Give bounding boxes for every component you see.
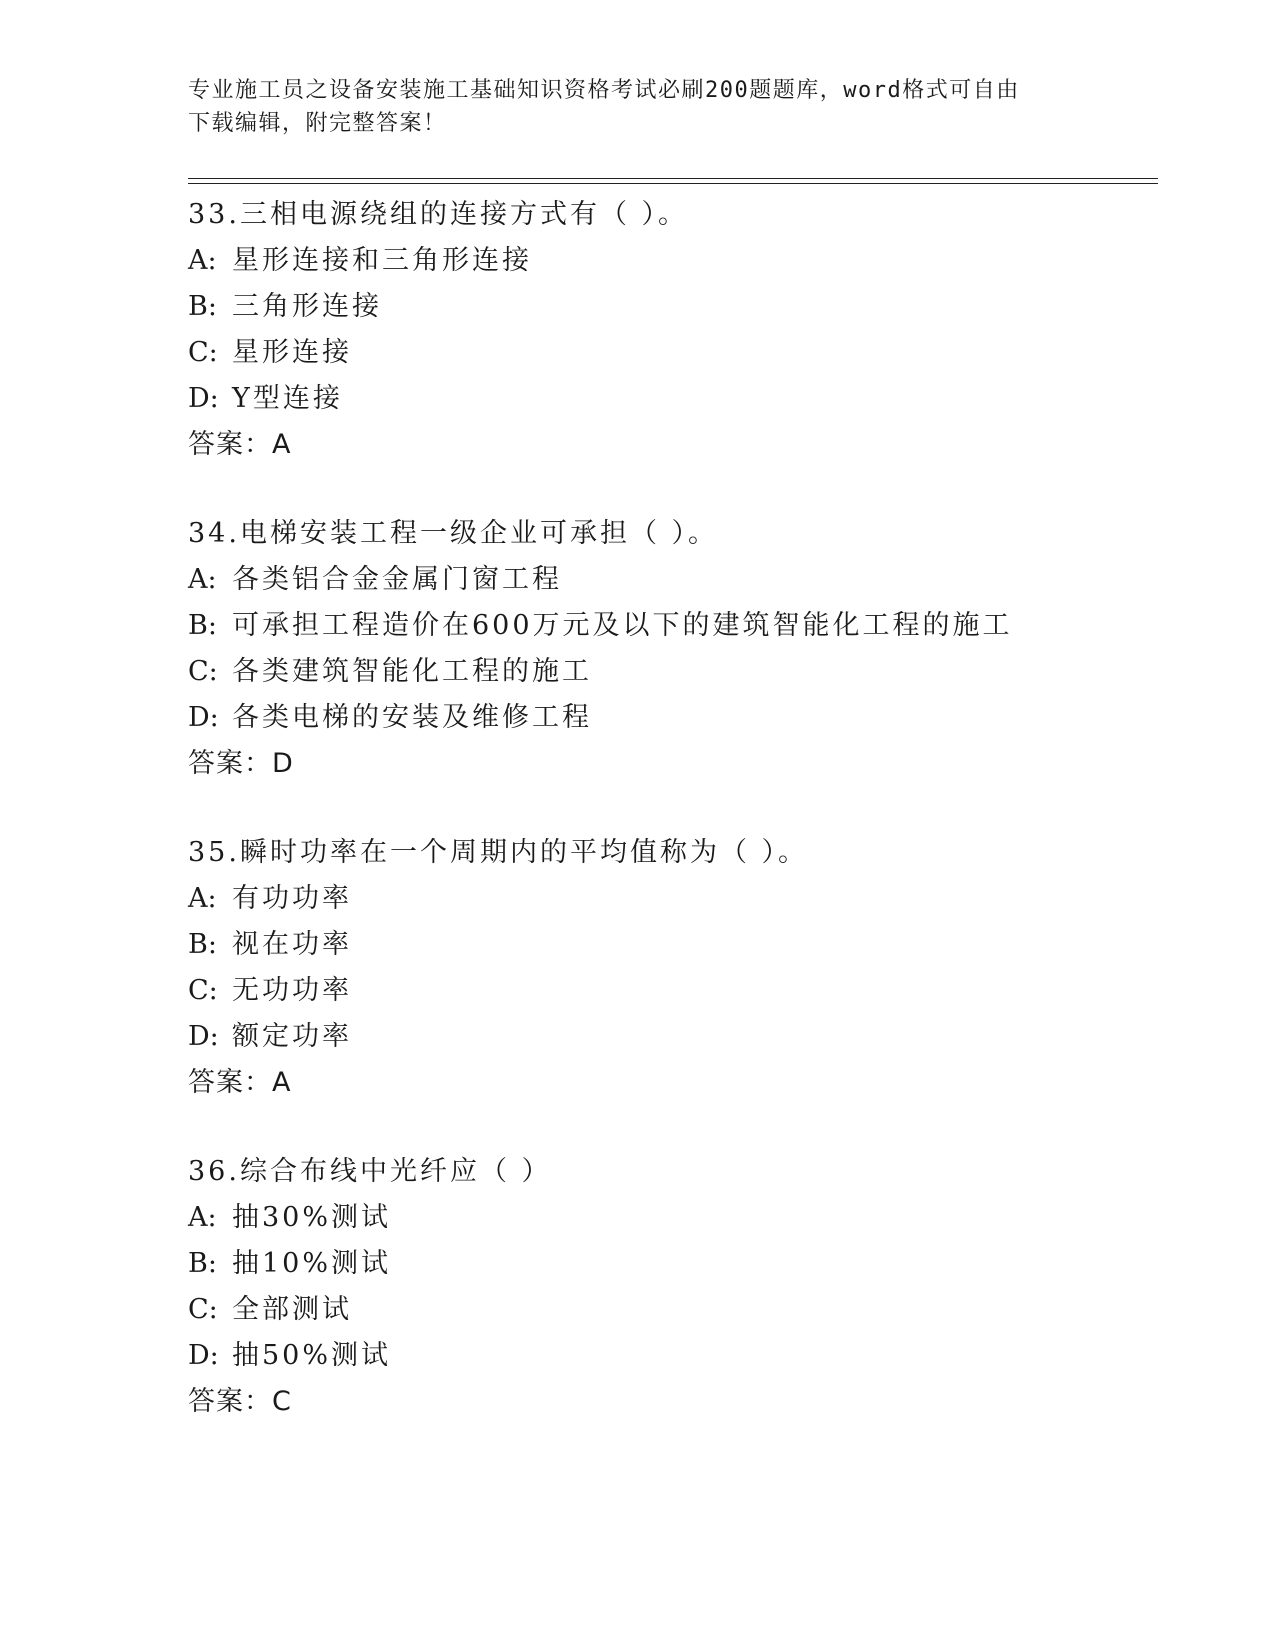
- option-key: D:: [188, 383, 219, 414]
- question-list: [188, 192, 1188, 1468]
- header-line-2: 下载编辑，附完整答案！: [188, 111, 447, 136]
- option-key: D:: [188, 702, 219, 733]
- option-text: 抽50%测试: [232, 1340, 392, 1371]
- option-text: 额定功率: [232, 1021, 352, 1052]
- option-key: A:: [188, 564, 217, 595]
- option-text: 可承担工程造价在600万元及以下的建筑智能化工程的施工: [232, 610, 1013, 641]
- option-text: 抽10%测试: [232, 1248, 392, 1279]
- option-c: [188, 1287, 1188, 1333]
- option-key: C:: [188, 1294, 218, 1325]
- option-text: 各类电梯的安装及维修工程: [232, 702, 592, 733]
- option-c: [188, 330, 1188, 376]
- header-divider-top: [188, 178, 1158, 179]
- option-text: 无功功率: [232, 975, 352, 1006]
- option-key: C:: [188, 975, 218, 1006]
- option-d: [188, 1333, 1188, 1379]
- option-key: B:: [188, 929, 217, 960]
- option-key: C:: [188, 337, 218, 368]
- question-text: 36.综合布线中光纤应（ ）: [188, 1156, 552, 1187]
- question-33: [188, 192, 1188, 468]
- option-key: B:: [188, 1248, 217, 1279]
- option-key: D:: [188, 1340, 219, 1371]
- option-text: 视在功率: [232, 929, 352, 960]
- option-text: Y型连接: [232, 383, 343, 414]
- option-d: [188, 376, 1188, 422]
- answer-label: 答案：A: [188, 1067, 292, 1098]
- option-b: [188, 922, 1188, 968]
- option-key: A:: [188, 883, 217, 914]
- option-text: 三角形连接: [232, 291, 382, 322]
- question-34: [188, 511, 1188, 787]
- header-line-1: 专业施工员之设备安装施工基础知识资格考试必刷200题题库，word格式可自由: [188, 78, 1020, 103]
- option-b: [188, 603, 1188, 649]
- answer-label: 答案：C: [188, 1386, 292, 1417]
- option-text: 抽30%测试: [232, 1202, 392, 1233]
- option-a: [188, 557, 1188, 603]
- option-b: [188, 284, 1188, 330]
- option-d: [188, 1014, 1188, 1060]
- question-text: 33.三相电源绕组的连接方式有（ ）。: [188, 199, 689, 230]
- option-key: D:: [188, 1021, 219, 1052]
- question-text: 34.电梯安装工程一级企业可承担（ ）。: [188, 518, 719, 549]
- option-text: 各类建筑智能化工程的施工: [232, 656, 592, 687]
- option-d: [188, 695, 1188, 741]
- option-c: [188, 968, 1188, 1014]
- answer-label: 答案：A: [188, 429, 292, 460]
- option-a: [188, 1195, 1188, 1241]
- option-a: [188, 876, 1188, 922]
- option-key: A:: [188, 1202, 217, 1233]
- document-header: [188, 74, 1088, 140]
- option-c: [188, 649, 1188, 695]
- option-key: B:: [188, 291, 217, 322]
- option-key: B:: [188, 610, 217, 641]
- option-text: 全部测试: [232, 1294, 352, 1325]
- answer-label: 答案：D: [188, 748, 294, 779]
- header-divider-bottom: [188, 183, 1158, 184]
- option-text: 有功功率: [232, 883, 352, 914]
- option-b: [188, 1241, 1188, 1287]
- option-key: C:: [188, 656, 218, 687]
- option-key: A:: [188, 245, 217, 276]
- option-a: [188, 238, 1188, 284]
- question-36: [188, 1149, 1188, 1425]
- option-text: 各类铝合金金属门窗工程: [232, 564, 562, 595]
- question-text: 35.瞬时功率在一个周期内的平均值称为（ ）。: [188, 837, 809, 868]
- option-text: 星形连接和三角形连接: [232, 245, 532, 276]
- question-35: [188, 830, 1188, 1106]
- option-text: 星形连接: [232, 337, 352, 368]
